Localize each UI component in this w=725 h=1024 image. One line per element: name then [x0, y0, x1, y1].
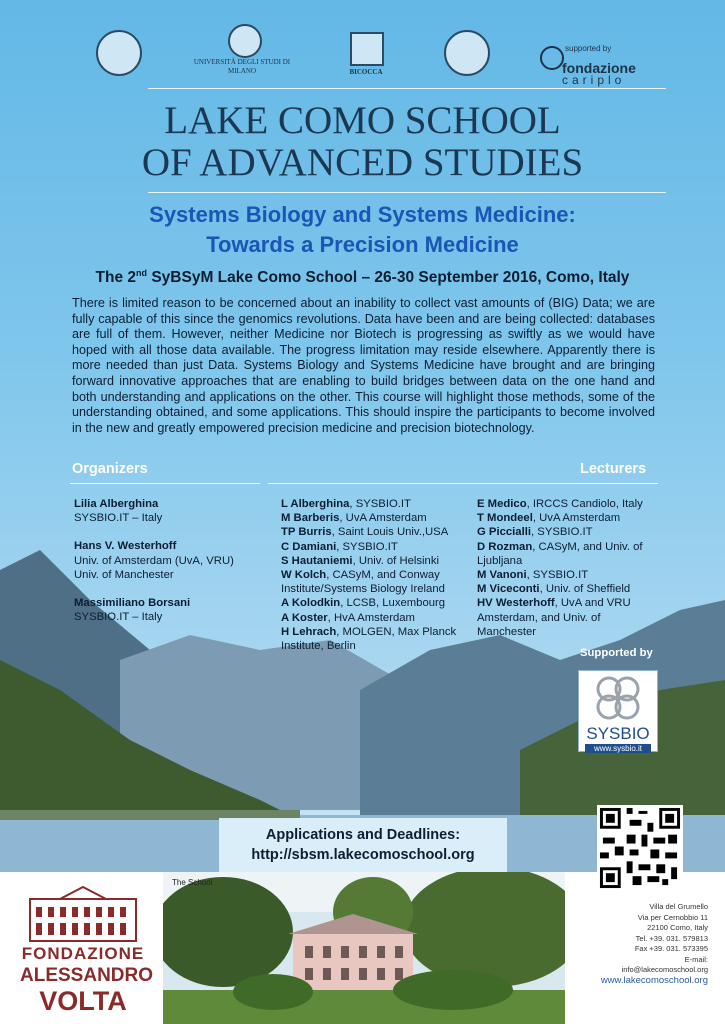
organizer-name: Massimiliano Borsani: [74, 597, 191, 610]
address-fax: Fax +39. 031. 573395: [634, 944, 708, 953]
unimi-label: UNIVERSITÀ DEGLI STUDI DI MILANO: [193, 58, 291, 75]
lecturer-affiliation: , UvA Amsterdam: [532, 512, 621, 525]
volta-line2: ALESSANDRO: [20, 965, 154, 986]
lecturer-item: [477, 582, 662, 596]
villa-grumello-photo: [163, 872, 565, 1024]
cariplo-emblem-icon: [540, 46, 564, 70]
address-line: 22100 Como, Italy: [647, 923, 708, 932]
lecturer-item: [281, 497, 471, 511]
divider-title: [148, 192, 666, 193]
lecturer-affiliation: , HvA Amsterdam: [327, 611, 415, 624]
school-title: [0, 100, 725, 184]
address-line: Villa del Grumello: [649, 902, 708, 911]
lecturer-item: [281, 568, 471, 596]
insubria-seal-icon: [96, 30, 142, 76]
lecturer-item: [281, 554, 471, 568]
lecturer-name: HV Westerhoff: [477, 597, 555, 610]
fondazione-volta-logo: [20, 943, 154, 1016]
supported-by-label: Supported by: [580, 647, 653, 659]
organizer-item: [74, 596, 264, 624]
sysbio-logo[interactable]: [578, 670, 658, 752]
organizer-item: [74, 539, 264, 582]
institution-logos: [0, 18, 725, 88]
applications-heading: Applications and Deadlines:: [265, 827, 461, 843]
organizer-name: Lilia Alberghina: [74, 498, 159, 510]
school-website-link[interactable]: www.lakecomoschool.org: [600, 974, 708, 986]
volta-line3: VOLTA: [39, 986, 127, 1016]
lecturer-item: [281, 625, 471, 653]
sysbio-emblem-icon: [579, 671, 657, 721]
lecturer-name: M Vanoni: [477, 569, 527, 582]
lecturer-name: D Rozman: [477, 540, 533, 553]
course-abstract: There is limited reason to be concerned about an inability to collect vast amounts of (BIG) Data; we are fully capable of this since the genomics revolutions. Data have been and are being collected: databases are full of them. However, neither Medicine nor Biotech is progressing as swiftly as we would have hoped with all those data available. The progress limitation may reside elsewhere. Apparently there is more needed than just Data. Systems Biology and Systems Medicine have brought and are bringing forward innovative approaches that are enabling to build bridges between data on the one hand and both understanding and applications on the other. This course will highlight those methods, some of the understanding obtained, and some applications. This should inspire the participants to become involved in the new and greatly empowered precision medicine and precision biotechnology.: [72, 296, 655, 435]
organizer-name: Hans V. Westerhoff: [74, 540, 177, 553]
organizers-underline: [70, 483, 260, 484]
lecturer-item: [281, 540, 471, 554]
edition-post: SyBSyM Lake Como School – 26-30 September 2016, Como, Italy: [147, 269, 630, 287]
lecturer-item: [477, 540, 662, 568]
lecturer-name: L Alberghina: [281, 498, 350, 510]
organizer-item: [74, 497, 264, 525]
address-phone: Tel. +39. 031. 579813: [635, 933, 708, 943]
lecturer-affiliation: , SYSBIO.IT: [349, 498, 411, 510]
organizer-affiliation: Univ. of Manchester: [74, 568, 174, 581]
course-subtitle: [0, 200, 725, 260]
lecturer-item: [477, 596, 662, 639]
edition-pre: The 2: [95, 269, 137, 287]
sysbio-name: SYSBIO: [586, 724, 650, 743]
bicocca-logo-icon: [350, 32, 384, 66]
divider-top: [148, 88, 666, 89]
bicocca-label: BICOCCA: [349, 68, 383, 76]
qr-code-icon[interactable]: [597, 805, 683, 891]
lecturer-name: H Lehrach: [281, 625, 337, 638]
villa-building-icon: [22, 885, 144, 943]
cariplo-line2: cariplo: [562, 73, 626, 87]
lecturers-underline: [268, 483, 658, 484]
cariplo-line1: fondazione: [562, 60, 636, 76]
lecturers-heading: Lecturers: [580, 461, 647, 477]
lecturer-affiliation: , Saint Louis Univ.,USA: [331, 526, 449, 539]
lecturer-name: A Kolodkin: [281, 597, 341, 610]
school-title-line1: LAKE COMO SCHOOL: [164, 99, 561, 142]
lecturer-name: W Kolch: [281, 569, 327, 582]
lecturers-column-2: [477, 497, 662, 639]
sysbio-url: www.sysbio.it: [585, 744, 651, 753]
edition-line: [0, 268, 725, 287]
lecturer-affiliation: , Univ. of Sheffield: [539, 583, 631, 596]
address-line: Via per Cernobbio 11: [637, 912, 708, 922]
lecturer-item: [477, 511, 662, 525]
lecturer-name: T Mondeel: [477, 512, 533, 525]
lecturer-affiliation: , UvA and VRU Amsterdam, and Univ. of Manchester: [477, 597, 631, 638]
organizers-heading: Organizers: [72, 461, 148, 477]
lecturer-item: [281, 525, 471, 539]
fondazione-cariplo-logo: [562, 62, 636, 86]
lecturer-affiliation: , Univ. of Helsinki: [352, 554, 440, 567]
lecturer-item: [477, 525, 662, 539]
lecturers-column-1: [281, 497, 471, 653]
lecturer-item: [281, 611, 471, 625]
organizer-affiliation: SYSBIO.IT – Italy: [74, 611, 163, 624]
lecturer-name: S Hautaniemi: [281, 554, 353, 567]
school-title-line2: OF ADVANCED STUDIES: [141, 141, 584, 184]
unimi-seal-icon: [228, 24, 262, 58]
lecturer-item: [477, 497, 662, 511]
lecturer-affiliation: , CASyM, and Conway Institute/Systems Biology Ireland: [281, 569, 445, 596]
school-address: [600, 902, 708, 986]
organizer-affiliation: SYSBIO.IT – Italy: [74, 512, 163, 525]
lecturer-name: M Barberis: [281, 512, 340, 525]
pavia-seal-icon: [444, 30, 490, 76]
lecturer-item: [477, 568, 662, 582]
course-subtitle-line2: Towards a Precision Medicine: [206, 232, 519, 257]
lecturer-item: [281, 596, 471, 610]
course-subtitle-line1: Systems Biology and Systems Medicine:: [149, 202, 576, 227]
photo-caption: The School: [172, 878, 213, 887]
lecturer-affiliation: , IRCCS Candiolo, Italy: [526, 498, 643, 510]
applications-box: [219, 818, 507, 874]
lecturer-affiliation: , SYSBIO.IT: [526, 569, 589, 582]
applications-link[interactable]: http://sbsm.lakecomoschool.org: [251, 847, 475, 863]
volta-line1: FONDAZIONE: [21, 944, 145, 963]
lecturer-name: A Koster: [281, 611, 328, 624]
organizers-list: [74, 497, 264, 638]
address-email[interactable]: E-mail: info@lakecomoschool.org: [621, 954, 708, 974]
lecturer-name: C Damiani: [281, 540, 337, 553]
supported-by-small: supported by: [565, 44, 612, 53]
lecturer-affiliation: , MOLGEN, Max Planck Institute, Berlin: [281, 625, 457, 653]
organizer-affiliation: Univ. of Amsterdam (UvA, VRU): [74, 554, 234, 567]
edition-sup: nd: [136, 268, 148, 278]
lecturer-affiliation: , UvA Amsterdam: [339, 512, 427, 525]
lecturer-affiliation: , LCSB, Luxembourg: [340, 597, 446, 610]
lecturer-name: E Medico: [477, 498, 527, 510]
lecturer-affiliation: , SYSBIO.IT: [531, 526, 593, 539]
lecturer-affiliation: , SYSBIO.IT: [336, 540, 398, 553]
lecturer-affiliation: , CASyM, and Univ. of Ljubljana: [477, 540, 643, 567]
lecturer-name: G Piccialli: [477, 526, 532, 539]
lecturer-name: TP Burris: [281, 526, 332, 539]
lecturer-name: M Viceconti: [477, 583, 540, 596]
lecturer-item: [281, 511, 471, 525]
